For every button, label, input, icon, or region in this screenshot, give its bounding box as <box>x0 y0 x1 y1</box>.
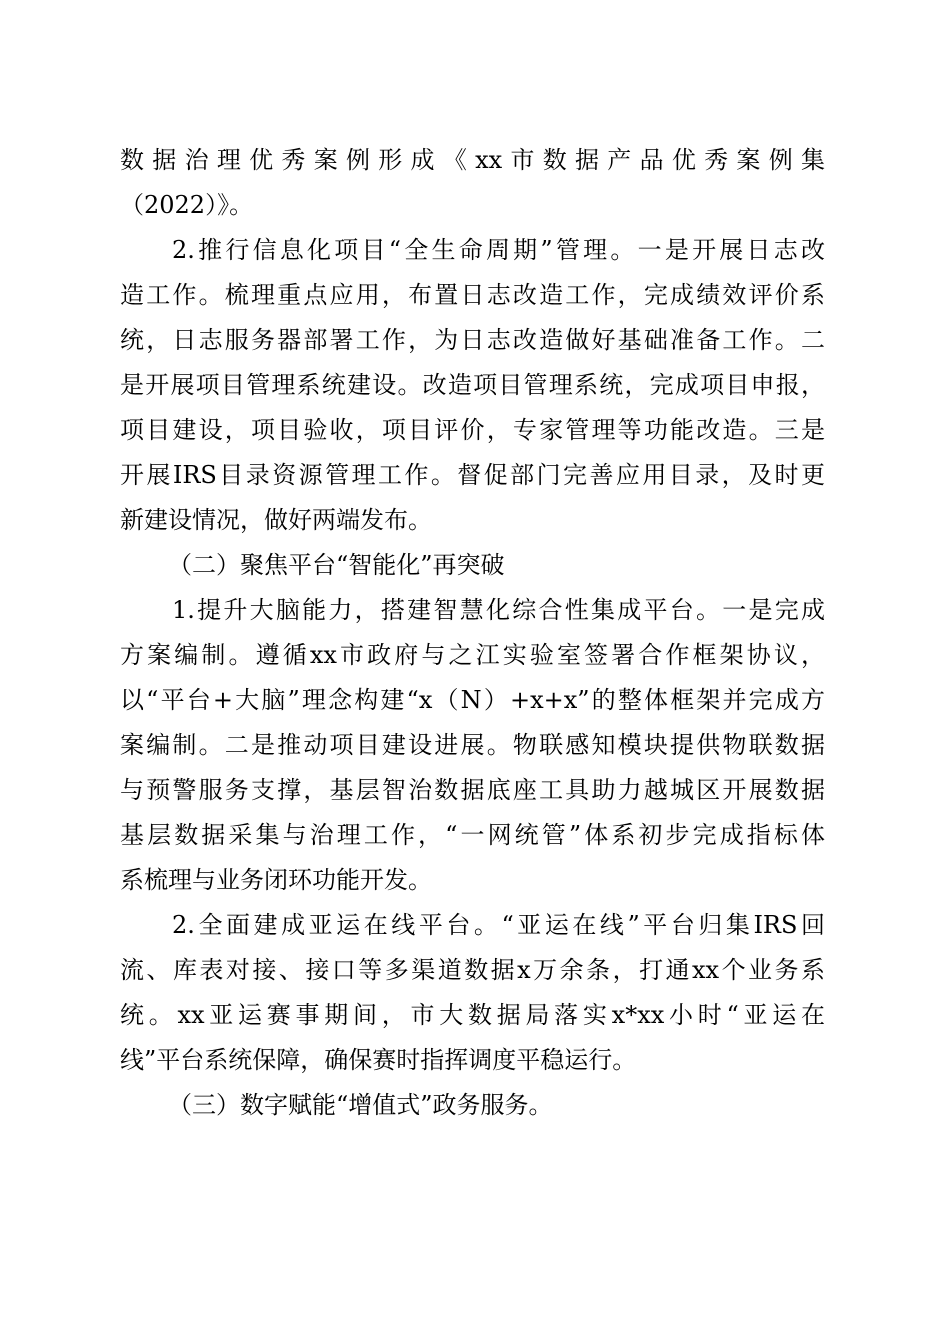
text-line-15: 与预警服务支撑，基层智治数据底座工具助力越城区开展数据 <box>120 776 825 804</box>
document-body <box>120 138 825 1128</box>
text-line-6: 是开展项目管理系统建设。改造项目管理系统，完成项目申报， <box>120 371 825 399</box>
text-line-19: 流、库表对接、接口等多渠道数据x万余条，打通xx个业务系 <box>120 956 825 984</box>
text-line-16: 基层数据采集与治理工作，“一网统管”体系初步完成指标体 <box>120 821 825 849</box>
text-line-12: 方案编制。遵循xx市政府与之江实验室签署合作框架协议， <box>120 641 825 669</box>
text-line-17: 系梳理与业务闭环功能开发。 <box>120 866 432 894</box>
text-line-5: 统，日志服务器部署工作，为日志改造做好基础准备工作。二 <box>120 326 825 354</box>
text-line-4: 造工作。梳理重点应用，布置日志改造工作，完成绩效评价系 <box>120 281 825 309</box>
text-line-14: 案编制。二是推动项目建设进展。物联感知模块提供物联数据 <box>120 731 825 759</box>
text-line-2: （2022）》。 <box>120 191 254 219</box>
section-heading-3: （三）数字赋能“增值式”政务服务。 <box>168 1091 553 1119</box>
text-line-13: 以“平台+大脑”理念构建“x（N）+x+x”的整体框架并完成方 <box>120 686 825 714</box>
text-line-1: 数据治理优秀案例形成《xx市数据产品优秀案例集 <box>120 146 825 174</box>
text-line-7: 项目建设，项目验收，项目评价，专家管理等功能改造。三是 <box>120 416 825 444</box>
section-heading-2: （二）聚焦平台“智能化”再突破 <box>168 551 505 579</box>
paragraph-2-1-heading-line: 2.推行信息化项目“全生命周期”管理。一是开展日志改 <box>172 236 825 264</box>
text-line-21: 线”平台系统保障，确保赛时指挥调度平稳运行。 <box>120 1046 637 1074</box>
paragraph-2-1-start: 1.提升大脑能力，搭建智慧化综合性集成平台。一是完成 <box>172 596 825 624</box>
paragraph-2-2-start: 2.全面建成亚运在线平台。“亚运在线”平台归集IRS回 <box>172 911 825 939</box>
text-line-9: 新建设情况，做好两端发布。 <box>120 506 432 534</box>
text-line-8: 开展IRS目录资源管理工作。督促部门完善应用目录，及时更 <box>120 461 825 489</box>
text-line-20: 统。xx亚运赛事期间，市大数据局落实x*xx小时“亚运在 <box>120 1001 825 1029</box>
